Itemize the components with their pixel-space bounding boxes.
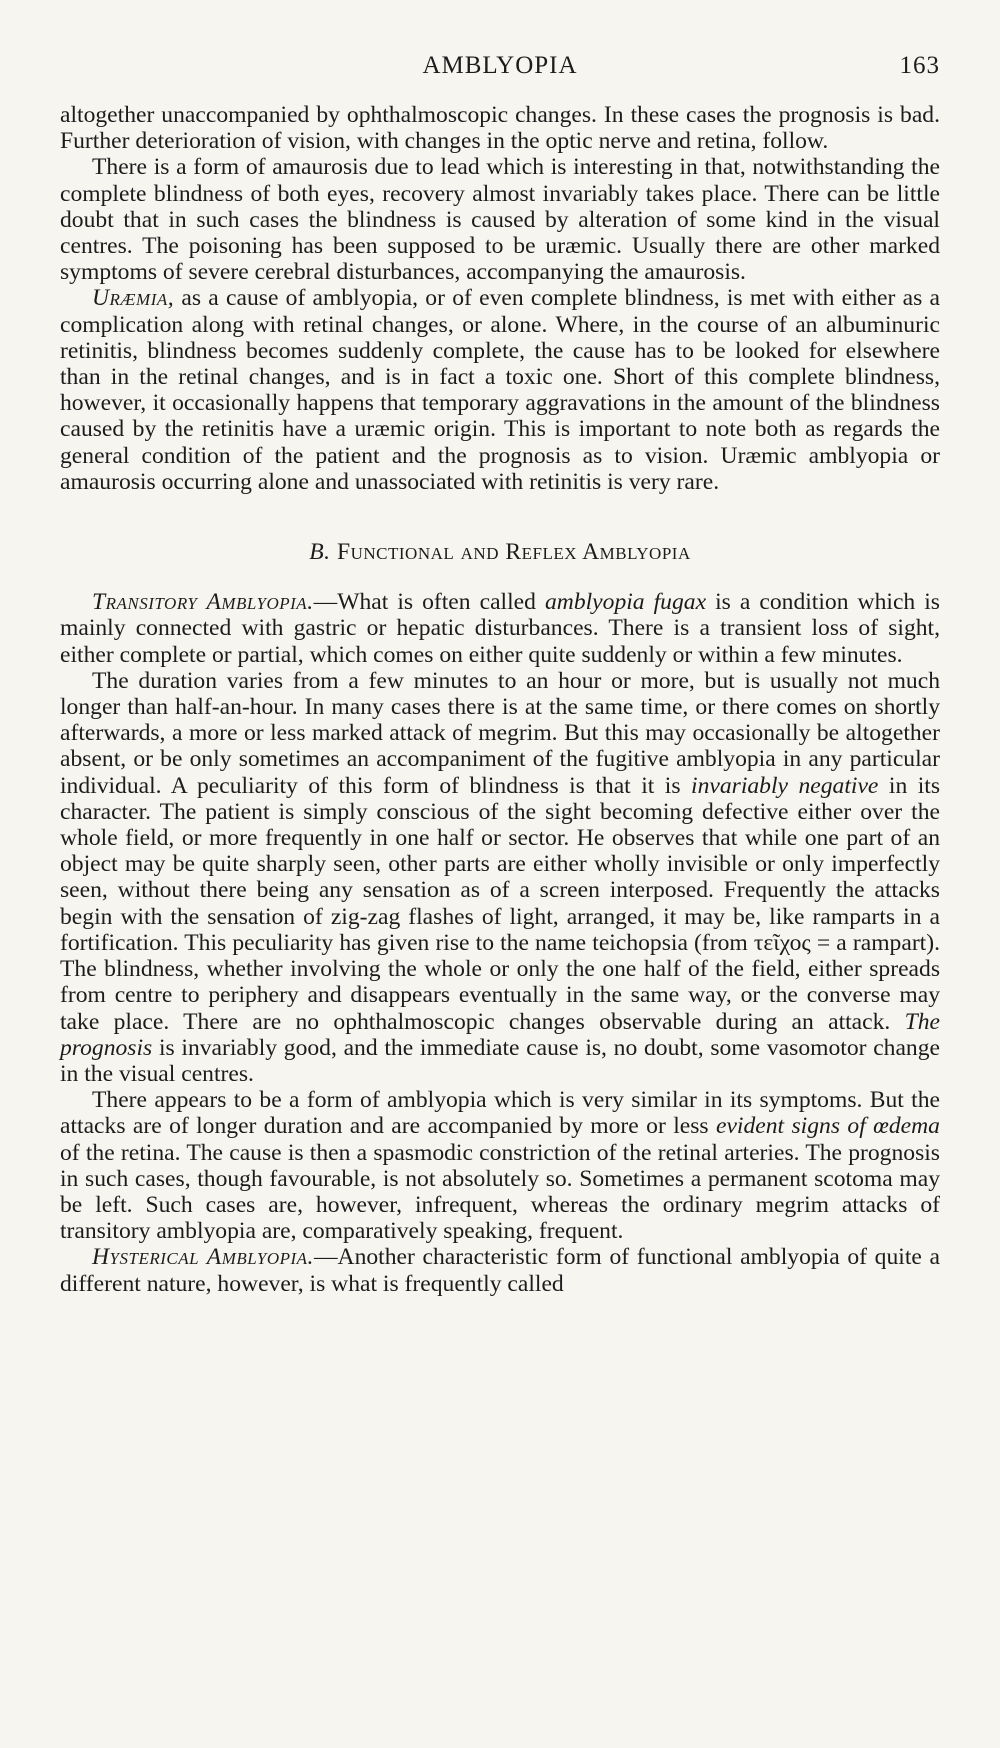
- paragraph-transitory: [60, 589, 940, 668]
- duration-text-1: The duration varies from a few minutes to an hour or more, but is usually not much longer than half-an-hour. In many cases there is at the same time, or there comes on shortly afterwards, a more or less marked attack of megrim. But this may occasionally be altogether absent, or be only sometimes an accompaniment of the fugitive amblyopia in any particular individual. A peculiarity of this form of blindness is that it is: [60, 667, 940, 799]
- run-in-heading-hysterical: Hysterical Amblyopia.: [92, 1244, 314, 1271]
- term-the-prognosis: The prognosis: [60, 1008, 940, 1061]
- paragraph-lead-amaurosis: There is a form of amaurosis due to lead which is interesting in that, notwithstanding the complete blindness of both eyes, recovery almost invariably takes place. There can be little doubt that in such cases the blindness is caused by alteration of some kind in the visual centres. The poisoning has been supposed to be uræmic. Usually there are other marked symptoms of severe cerebral disturbances, accompanying the amaurosis.: [60, 154, 940, 286]
- uraemia-text: as a cause of amblyopia, or of even complete blindness, is met with either as a complication along with retinal changes, or alone. Where, in the course of an albuminuric retinitis, blindness becomes suddenly complete, the cause has to be looked for elsewhere than in the retinal changes, and is in fact a toxic one. Short of this complete blindness, however, it occasionally happens that temporary aggravations in the amount of the blindness caused by the retinitis have a uræmic origin. This is important to note both as regards the general condition of the patient and the prognosis as to vision. Uræmic amblyopia or amaurosis occurring alone and unassociated with retinitis is very rare.: [60, 285, 940, 495]
- hysterical-text: —Another characteristic form of functional amblyopia of quite a different nature, however, is what is frequently called: [60, 1244, 940, 1297]
- page-number: 163: [899, 52, 940, 79]
- duration-text-4: is invariably good, and the immediate cause is, no doubt, some vasomotor change in the visual centres.: [60, 1034, 940, 1087]
- run-in-heading-transitory: Transitory Amblyopia.: [92, 589, 314, 616]
- body-text: [60, 102, 940, 1297]
- section-title: Functional and Reflex Amblyopia: [336, 539, 691, 566]
- oedema-text-2: of the retina. The cause is then a spasmodic constriction of the retinal arteries. The prognosis in such cases, though favourable, is not absolutely so. Sometimes a permanent scotoma may be left. Such cases are, however, infrequent, whereas the ordinary megrim attacks of transitory amblyopia are, comparatively speaking, frequent.: [60, 1139, 940, 1245]
- term-invariably-negative: invariably negative: [691, 772, 879, 799]
- duration-text-2: in its character. The patient is simply conscious of the sight becoming defective either over the whole field, or more frequently in one half or sector. He observes that while one part of an object may be quite sharply seen, other parts are either wholly invisible or only imperfectly seen, without there being any sensation as of a screen interposed. Frequently the attacks begin with the sensation of zig-zag flashes of light, arranged, it may be, like ramparts in a fortification. This peculiarity has given rise to the name teichopsia (from: [60, 772, 941, 956]
- book-page: [60, 52, 940, 1297]
- duration-text-3: = a rampart). The blindness, whether involving the whole or only the one half of the field, either spreads from centre to periphery and disappears eventually in the same way, or the converse may take place. There are no ophthalmoscopic changes observable during an attack.: [60, 929, 940, 1035]
- oedema-text-1: There appears to be a form of amblyopia which is very similar in its symptoms. But the attacks are of longer duration and are accompanied by more or less: [60, 1087, 940, 1140]
- run-in-heading-uraemia: Uræmia,: [92, 285, 175, 312]
- paragraph-uraemia: [60, 285, 940, 495]
- term-oedema: evident signs of œdema: [715, 1113, 940, 1140]
- paragraph-duration: [60, 668, 940, 1087]
- paragraph-oedema: [60, 1087, 940, 1244]
- transitory-text-1: —What is often called: [313, 589, 545, 616]
- running-title: AMBLYOPIA: [422, 52, 578, 79]
- paragraph-hysterical: [60, 1244, 940, 1296]
- greek-word: τεῖχος: [753, 929, 811, 956]
- transitory-text-2: is a condition which is mainly connected with gastric or hepatic disturbances. There is a transient loss of sight, either complete or partial, which comes on either quite suddenly or within a few minutes.: [60, 589, 940, 668]
- section-heading: [60, 539, 940, 565]
- paragraph-continued: altogether unaccompanied by ophthalmoscopic changes. In these cases the prognosis is bad. Further deterioration of vision, with changes in the optic nerve and retina, follow.: [60, 102, 940, 155]
- term-amblyopia-fugax: amblyopia fugax: [544, 589, 707, 616]
- section-letter: B.: [309, 539, 331, 566]
- page-header: [60, 52, 940, 88]
